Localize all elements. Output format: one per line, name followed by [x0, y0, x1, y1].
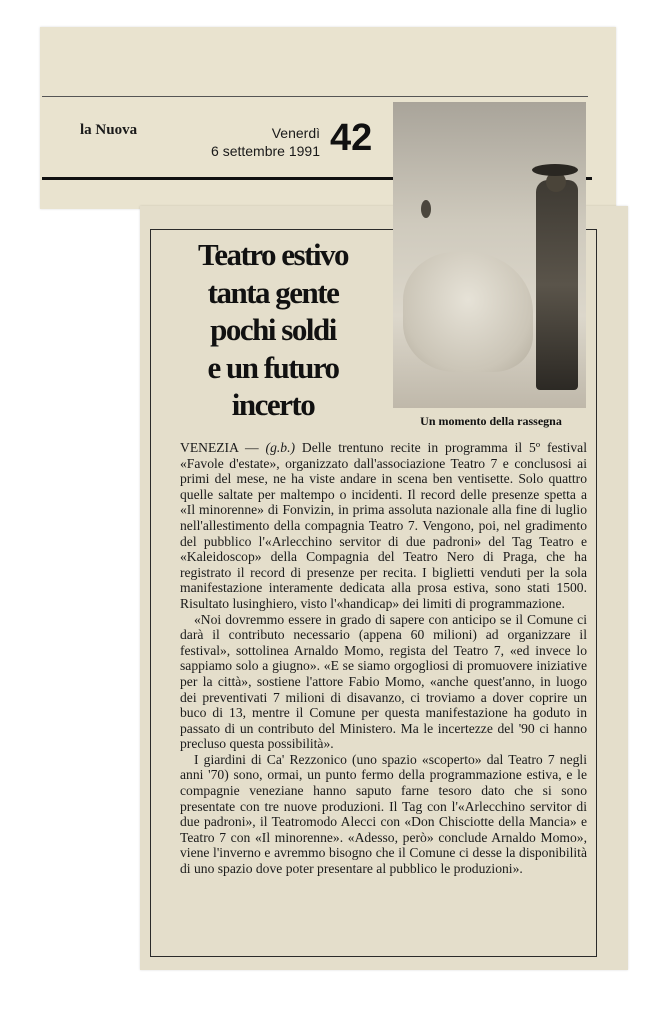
article-paragraph	[180, 440, 587, 612]
issue-weekday: Venerdì	[271, 125, 320, 141]
headline-line: incerto	[231, 387, 315, 422]
article-dateline: VENEZIA —	[180, 440, 259, 455]
article-body	[180, 440, 587, 877]
photo-figure-distant	[421, 200, 431, 218]
issue-date: 6 settembre 1991	[211, 143, 320, 159]
article-byline: (g.b.)	[265, 440, 295, 455]
header-rule-top	[42, 96, 588, 97]
article-paragraph-text: Delle trentuno recite in programma il 5º festival «Favole d'estate», organizzato dall'associazione Teatro 7 e conclusosi ai primi del mese, ne ha viste andare in scena ben ventisette. Solo quattro quelle saltate per maltempo o incidenti. Il record delle presenze spetta a «Il minorenne» di Fonvizin, in prima assoluta nazionale alla fine di luglio nell'allestimento della compagnia Teatro 7. Vengono, poi, nel gradimento del pubblico l'«Arlecchino servitor di due padroni» del Tag Teatro e «Kaleidoscop» della Compagnia del Teatro Nero di Praga, che ha registrato il record di presenze per recita. I biglietti venduti per la sola manifestazione interamente dedicata alla prosa estiva, sono stati 1500. Risultato lusinghiero, visto l'«handicap» dei limiti di programmazione.	[180, 440, 587, 611]
headline-line: e un futuro	[207, 349, 339, 385]
article-photo	[393, 102, 586, 408]
article-paragraph: «Noi dovremmo essere in grado di sapere con anticipo se il Comune ci darà il contributo necessario (appena 60 milioni) ad organizzare il festival», sottolinea Arnaldo Momo, regista del Teatro 7, «ed invece lo sappiamo solo a giugno». «E se siamo orgogliosi di promuovere iniziative per la città», sostiene l'attore Fabio Momo, «anche quest'anno, in luogo dei preventivati 7 milioni di disavanzo, ci troviamo a dover coprire un buco di 13, mentre il Comune per questa manifestazione ha goduto in passato di un contributo del Ministero. Ma le incertezze del '90 ci hanno precluso questa possibilità».	[180, 611, 587, 752]
issue-dateline	[180, 124, 320, 160]
headline-line: Teatro estivo	[197, 237, 349, 272]
article-paragraph: I giardini di Ca' Rezzonico (uno spazio «scoperto» dal Teatro 7 negli anni '70) sono, ormai, un punto fermo della programmazione estiva, e le compagnie veneziane hanno saputo farne tesoro dato che si sono presentate con tre nuove produzioni. Il Tag con l'«Arlecchino servitor di due padroni», il Teatromodo Alecci con «Don Chisciotte della Mancia» e Teatro 7 con «Il minorenne». «Adesso, però» conclude Arnaldo Momo», viene l'inverno e avremmo bisogno che il Comune ci desse la disponibilità di uno spazio dove poter presentare al pubblico le produzioni».	[180, 751, 587, 877]
newspaper-masthead: la Nuova	[80, 122, 138, 138]
photo-figure-hat	[532, 164, 578, 176]
article-headline	[160, 236, 386, 424]
headline-line: pochi soldi	[210, 312, 336, 347]
photo-draped-cloth	[403, 252, 533, 372]
photo-figure-standing	[536, 180, 578, 390]
headline-line: tanta gente	[207, 274, 339, 310]
photo-caption: Un momento della rassegna	[420, 414, 562, 428]
page-number: 42	[330, 117, 373, 159]
